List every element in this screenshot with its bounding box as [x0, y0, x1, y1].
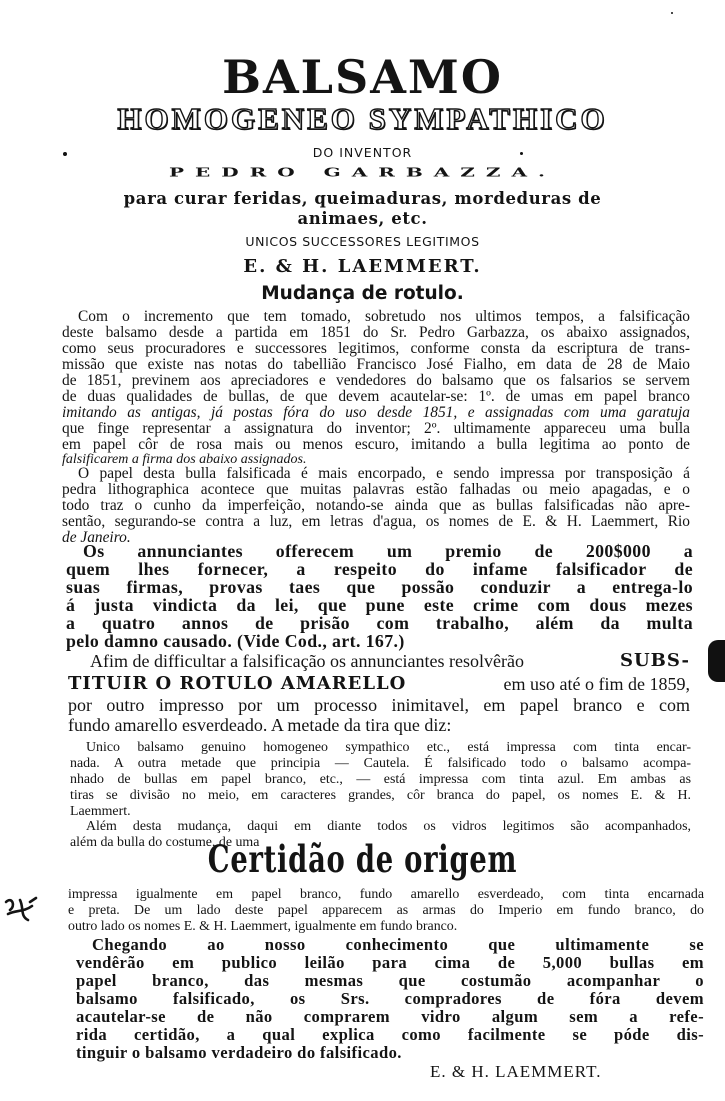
text-line: papel branco, das mesmas que costumão acompanhar o	[76, 971, 704, 990]
text-line: Além desta mudança, daqui em diante todos os vidros legitimos são acompanhados,	[86, 819, 691, 834]
firm-name: E. & H. LAEMMERT.	[243, 256, 482, 277]
text-line: Laemmert.	[70, 804, 131, 819]
text-line: nada. A outra metade que principia — Cautela. É falsificado todo o balsamo acompa-	[70, 756, 691, 771]
text-fragment-bold: TITUIR O ROTULO AMARELLO	[68, 673, 407, 694]
ink-blot	[708, 640, 725, 682]
text-line: tiras se divisão no meio, em caracteres grandes, côr branca do papel, os nomes E. & H.	[70, 788, 691, 803]
text-line: imitando as antigas, já postas fóra do uso desde 1851, e assignadas com uma garatuja	[62, 404, 690, 421]
text-line: de 1851, previnem aos apreciadores e vendedores do balsamo que os falsarios se servem	[62, 372, 690, 389]
subtitle: HOMOGENEO SYMPATHICO	[117, 101, 608, 136]
text-fragment: em uso até o fim de 1859,	[503, 674, 690, 694]
text-line: Unico balsamo genuino homogeneo sympathico etc., está impressa com tinta encar-	[86, 740, 691, 755]
text-line: pelo damno causado. (Vide Cod., art. 167.)	[66, 631, 405, 651]
speck	[63, 152, 67, 156]
successors-line: UNICOS SUCCESSORES LEGITIMOS	[245, 234, 480, 249]
speck	[671, 12, 673, 14]
do-inventor: DO INVENTOR	[312, 145, 413, 160]
text-line: nhado de bullas em papel branco, etc., — está impressa com tinta azul. Em ambas as	[70, 772, 691, 787]
text-line: todo traz o cunho da imperfeição, notando-se ainda que as bullas falsificadas não apre-	[62, 497, 690, 514]
text-line: em papel côr de rosa mais ou menos escuro, imitando a bulla legitima ao ponto de	[62, 436, 690, 453]
purpose-line-2: animaes, etc.	[297, 209, 428, 228]
text-line: como seus procuradores e successores legitimos, conforme consta da escriptura de trans-	[62, 340, 690, 357]
text-line: á justa vindicta da lei, que pune este crime com dous mezes	[66, 595, 693, 615]
handwritten-mark-icon	[2, 892, 40, 926]
text-line: outro lado os nomes E. & H. Laemmert, igualmente em fundo branco.	[68, 919, 458, 934]
text-line: sentão, segurando-se contra a luz, em letras d'agua, os nomes de E. & H. Laemmert, Rio	[62, 513, 690, 530]
text-line	[68, 675, 690, 693]
text-fragment: Afim de difficultar a falsificação os annunciantes resolvêrão	[90, 651, 524, 671]
text-fragment-bold: SUBS-	[619, 650, 690, 671]
text-line: que finge representar a assignatura do inventor; 2º. ultimamente appareceu uma bulla	[62, 420, 690, 437]
text-line: de duas qualidades de bullas, de que devem acautelar-se: 1º. de umas em papel branco	[62, 388, 690, 405]
text-line: Com o incremento que tem tomado, sobretudo nos ultimos tempos, a falsificação	[78, 308, 690, 325]
text-line: suas firmas, provas taes que possão conduzir a entrega-lo	[66, 577, 693, 597]
text-line: Chegando ao nosso conhecimento que ultimamente se	[92, 935, 704, 954]
text-line: fundo amarello esverdeado. A metade da tira que diz:	[68, 715, 452, 735]
text-line: vendêrão em publico leilão para cima de 5,000 bullas em	[76, 953, 704, 972]
title: BALSAMO	[222, 50, 503, 104]
text-line: acautelar-se de não comprarem vidro algum sem a refe-	[76, 1007, 704, 1026]
text-line: tinguir o balsamo verdadeiro do falsificado.	[76, 1043, 402, 1062]
text-line: quem lhes fornecer, a respeito do infame falsificador de	[66, 559, 693, 579]
text-line: além da bulla do costume, de uma	[70, 835, 260, 850]
text-line: Os annunciantes offerecem um premio de 200$000 a	[83, 541, 693, 561]
signature: E. & H. LAEMMERT.	[430, 1062, 602, 1081]
text-line	[90, 652, 690, 670]
text-line: pedra lithographica acontece que muitas palavras estão falhadas ou meio apagadas, e o	[62, 481, 690, 498]
text-line: a quatro annos de prisão com trabalho, além da multa	[66, 613, 693, 633]
purpose-line-1: para curar feridas, queimaduras, mordeduras de	[123, 189, 602, 208]
text-line: O papel desta bulla falsificada é mais encorpado, e sendo impressa por transposição á	[78, 465, 690, 482]
inventor-name: PEDRO GARBAZZA.	[169, 164, 556, 180]
text-line: de Janeiro.	[62, 529, 131, 546]
text-line: falsificarem a firma dos abaixo assignados.	[62, 452, 307, 467]
text-line: impressa igualmente em papel branco, fundo amarello esverdeado, com tinta encarnada	[68, 887, 704, 902]
speck	[520, 152, 523, 155]
section-heading: Mudança de rotulo.	[261, 283, 464, 304]
certidao-heading: Certidão de origem	[207, 837, 518, 881]
text-line: rida certidão, a qual explica como facilmente se póde dis-	[76, 1025, 704, 1044]
text-line: balsamo falsificado, os Srs. compradores de fóra devem	[76, 989, 704, 1008]
text-line: deste balsamo desde a partida em 1851 do Sr. Pedro Garbazza, os abaixo assignados,	[62, 324, 690, 341]
text-line: missão que existe nas notas do tabellião Francisco José Fialho, em data de 28 de Maio	[62, 356, 690, 373]
text-line: e preta. De um lado deste papel apparecem as armas do Imperio em fundo branco, do	[68, 903, 704, 918]
text-line: por outro impresso por um processo inimitavel, em papel branco e com	[68, 695, 690, 715]
